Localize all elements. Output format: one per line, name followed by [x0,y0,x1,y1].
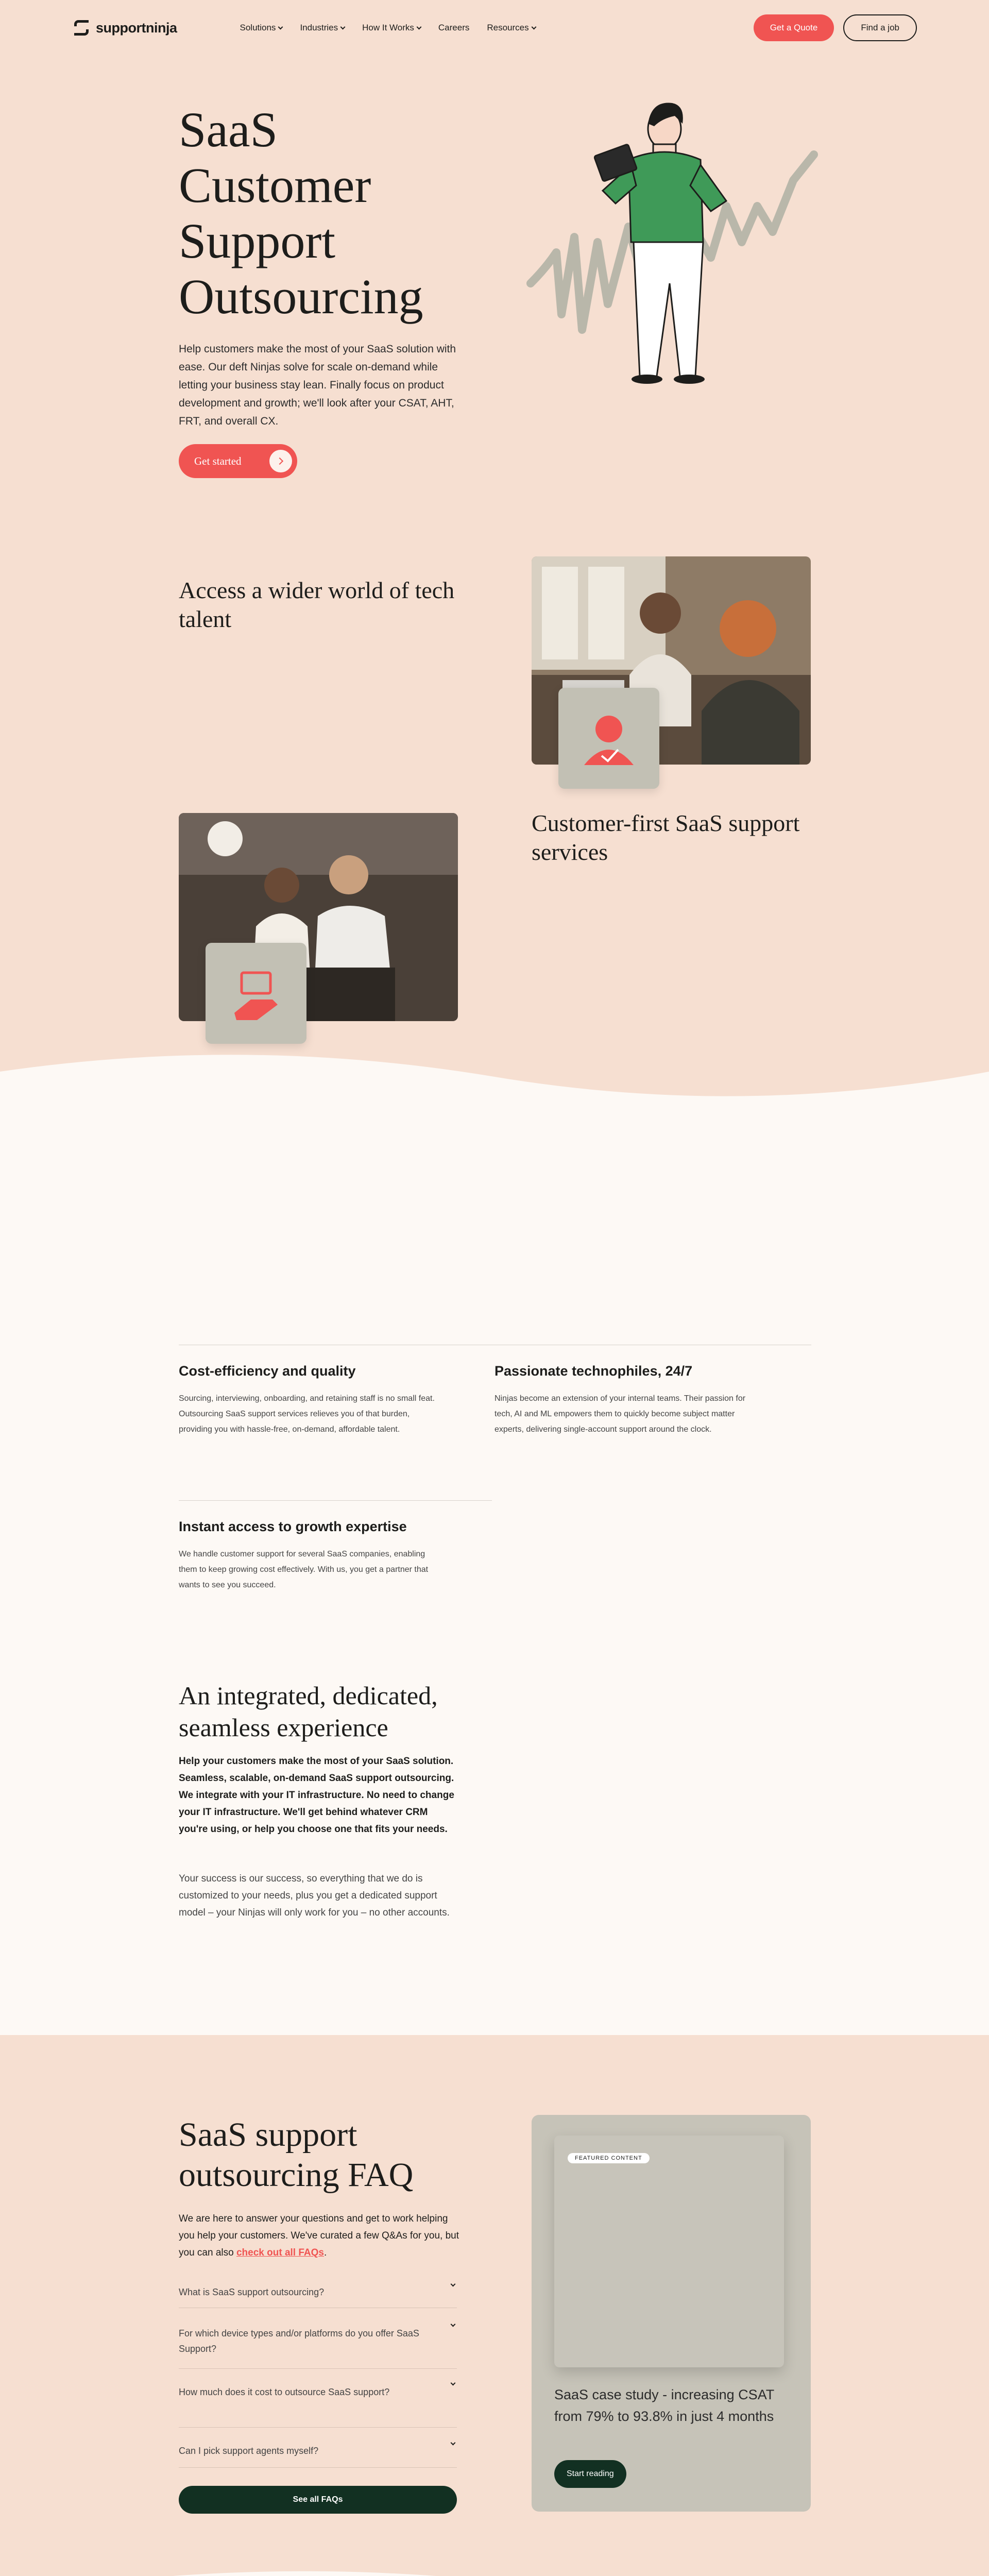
faq-question: What is SaaS support outsourcing? [179,2287,325,2297]
cta-label: Get started [194,454,242,467]
nav-label: Careers [438,23,470,32]
find-job-button[interactable]: Find a job [843,14,917,41]
badge-handshake [206,943,306,1044]
chevron-down-icon [531,24,536,29]
chevron-down-icon [451,2322,456,2327]
benefit-text-technophiles: Ninjas become an extension of your internal teams. Their passion for tech, AI and ML empowers them to quickly become subject matter experts, delivering single-account support around the clock. [494,1394,746,1434]
hero-section [0,0,989,1128]
faq-section [0,2035,989,2576]
hero-get-started-button[interactable] [179,444,297,478]
nav-label: How It Works [362,23,414,32]
faq-intro-text: We are here to answer your questions and get to work helping you help your customers. We've curated a few Q&As for you, but you can also [179,2213,459,2258]
case-study-title: SaaS case study - increasing CSAT from 79% to 93.8% in just 4 months [554,2387,774,2424]
get-quote-button[interactable]: Get a Quote [754,14,834,41]
case-study-card [532,2115,811,2512]
nav-item-industries[interactable] [300,23,345,33]
faq-intro [179,2210,459,2261]
hero-title: SaaS Customer Support Outsourcing [179,102,423,324]
benefit-text-growth: We handle customer support for several SaaS companies, enabling them to keep growing cost effectively. With us, you get a partner that wants to see you succeed. [179,1550,429,1589]
badge-agent [558,688,659,789]
faq-item[interactable] [179,2436,457,2468]
integrated-title: An integrated, dedicated, seamless experience [179,1681,438,1742]
faq-title: SaaS support outsourcing FAQ [179,2116,414,2194]
integrated-text: Your success is our success, so everything that we do is customized to your needs, plus you get a dedicated support model – your Ninjas will only work for you – no other accounts. [179,1873,450,1918]
faq-question: Can I pick support agents myself? [179,2446,319,2456]
brand-logo[interactable] [72,19,177,37]
support-hand-icon [206,943,306,1044]
wave-divider [0,2540,989,2576]
divider [179,1500,492,1501]
faq-intro-end: . [323,2247,327,2258]
benefits-section [0,1128,989,2035]
faq-item[interactable] [179,2317,457,2369]
user-check-icon [558,688,659,789]
top-nav [0,0,989,56]
start-reading-button[interactable]: Start reading [554,2460,626,2488]
chevron-down-icon [451,2381,456,2386]
faq-question: How much does it cost to outsource SaaS support? [179,2387,390,2397]
faq-question: For which device types and/or platforms do you offer SaaS Support? [179,2328,419,2354]
featured-tag: FEATURED CONTENT [568,2153,650,2163]
all-faqs-link[interactable]: check out all FAQs [236,2247,324,2258]
nav-item-careers[interactable] [438,23,469,33]
ninja-logo-icon [72,19,91,37]
benefit-text-cost: Sourcing, interviewing, onboarding, and retaining staff is no small feat. Outsourcing SaaS support services relieves you of that burden, providing you with hassle-free, on-demand, affordable talent. [179,1394,435,1434]
benefit-title-technophiles: Passionate technophiles, 24/7 [494,1363,693,1379]
nav-label: Industries [300,23,338,32]
case-study-image [554,2136,784,2367]
chevron-down-icon [416,24,421,29]
nav-item-resources[interactable] [487,23,535,33]
feature-title-customer-first: Customer-first SaaS support services [532,810,800,865]
chevron-down-icon [451,2282,456,2287]
arrow-right-icon [269,450,292,472]
nav-label: Solutions [240,23,276,32]
benefit-title-cost: Cost-efficiency and quality [179,1363,356,1379]
nav-label: Resources [487,23,529,32]
hero-illustration [525,88,824,386]
nav-item-solutions[interactable] [240,23,283,33]
chevron-down-icon [340,24,346,29]
chevron-down-icon [451,2441,456,2446]
faq-item[interactable] [179,2376,457,2428]
see-all-faqs-button[interactable]: See all FAQs [179,2486,457,2514]
benefit-title-growth: Instant access to growth expertise [179,1519,407,1534]
chevron-down-icon [278,24,283,29]
feature-title-talent: Access a wider world of tech talent [179,577,455,632]
faq-item[interactable] [179,2277,457,2308]
nav-item-how-it-works[interactable] [362,23,421,33]
brand-name: supportninja [96,20,177,36]
integrated-lead: Help your customers make the most of your SaaS solution. Seamless, scalable, on-demand SaaS support outsourcing. We integrate with your IT infrastructure. No need to change your IT infrastructure. We'll get behind whatever CRM you're using, or help you choose one that fits your needs. [179,1756,454,1835]
wave-divider [0,1041,989,1128]
hero-description: Help customers make the most of your SaaS solution with ease. Our deft Ninjas solve for scale on-demand while letting your business stay lean. Finally focus on product development and growth; we'll look after your CSAT, AHT, FRT, and overall CX. [179,343,456,427]
main-menu [240,23,536,33]
nav-actions [754,14,917,41]
